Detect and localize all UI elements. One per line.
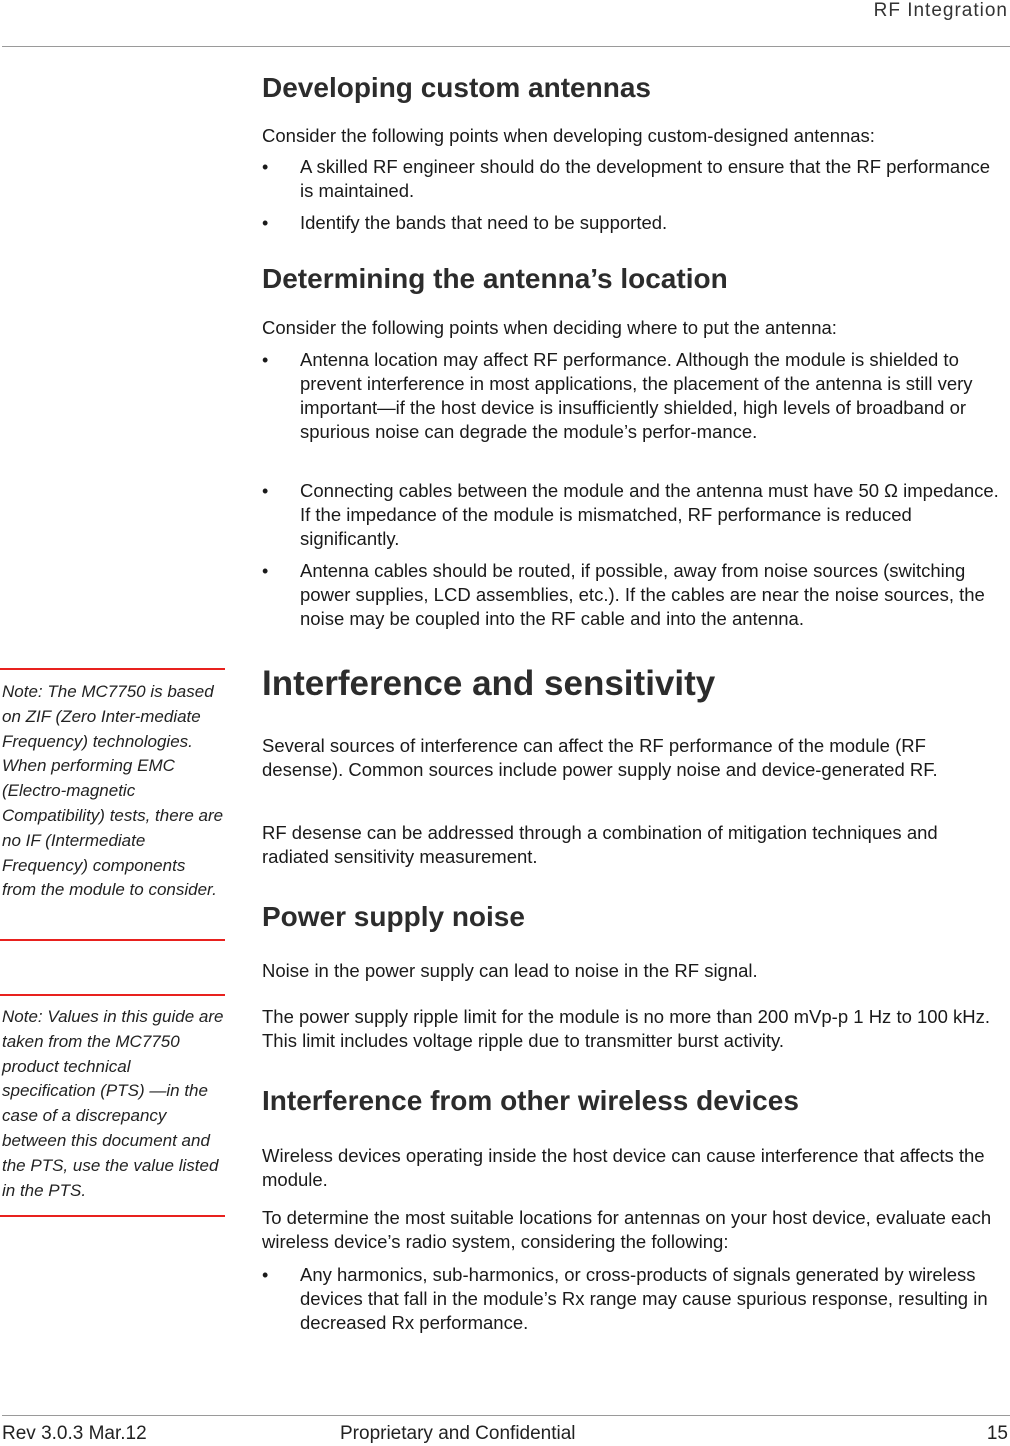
other-wireless-paragraph: Wireless devices operating inside the host device can cause interference that affects the module. [262, 1145, 985, 1190]
note-bottom-rule [0, 939, 225, 941]
list-item: • Connecting cables between the module and the antenna must have 50 Ω impedance. If the impedance of the module is mismatched, RF performance is reduced significantly. [300, 479, 1006, 551]
list-item: • Any harmonics, sub-harmonics, or cross-products of signals generated by wireless devices that fall in the module’s Rx range may cause spurious response, resulting in decreased Rx performance. [300, 1263, 1006, 1335]
other-wireless-paragraph: To determine the most suitable locations for antennas on your host device, evaluate each wireless device’s radio system, considering the following: [262, 1207, 992, 1252]
antenna-location-intro: Consider the following points when deciding where to put the antenna: [262, 317, 837, 338]
interference-paragraph: Several sources of interference can affect the RF performance of the module (RF desense). Common sources include power supply noise and device-generated RF. [262, 735, 938, 780]
heading-other-wireless: Interference from other wireless devices [262, 1085, 799, 1116]
list-item: • Identify the bands that need to be supported. [300, 211, 1006, 235]
page-number: 15 [986, 1423, 1008, 1444]
side-note: Note: Values in this guide are taken from the MC7750 product technical specification (PTS) —in the case of a discrepancy between this document and the PTS, use the value listed in the PTS. [2, 1007, 224, 1200]
side-note: Note: The MC7750 is based on ZIF (Zero Inter-mediate Frequency) technologies. When performing EMC (Electro-magnetic Compatibility) tests, there are no IF (Intermediate Frequency) components from the module to consider. [2, 682, 224, 900]
list-item: • Antenna location may affect RF performance. Although the module is shielded to prevent interference in most applications, the placement of the antenna is still very important—if the host device is insufficiently shielded, high levels of broadband or spurious noise can degrade the module’s perfor-mance. [300, 348, 1006, 444]
header-divider [2, 46, 1010, 47]
note-bottom-rule [0, 1215, 225, 1217]
footer-revision: Rev 3.0.3 Mar.12 [2, 1423, 147, 1444]
note-top-rule [0, 668, 225, 670]
note-top-rule [0, 994, 225, 996]
power-noise-paragraph: The power supply ripple limit for the module is no more than 200 mVp-p 1 Hz to 100 kHz. This limit includes voltage ripple due to transmitter burst activity. [262, 1006, 991, 1051]
heading-custom-antennas: Developing custom antennas [262, 72, 651, 103]
footer-divider [2, 1415, 1010, 1416]
heading-antenna-location: Determining the antenna’s location [262, 263, 728, 294]
custom-antennas-intro: Consider the following points when developing custom-designed antennas: [262, 125, 875, 146]
running-header: RF Integration [873, 0, 1008, 21]
list-item: • A skilled RF engineer should do the development to ensure that the RF performance is maintained. [300, 155, 1006, 203]
footer-confidentiality: Proprietary and Confidential [340, 1423, 576, 1444]
heading-power-supply-noise: Power supply noise [262, 901, 525, 932]
heading-interference-sensitivity: Interference and sensitivity [262, 664, 716, 703]
interference-paragraph: RF desense can be addressed through a combination of mitigation techniques and radiated sensitivity measurement. [262, 822, 938, 867]
power-noise-paragraph: Noise in the power supply can lead to noise in the RF signal. [262, 960, 758, 981]
list-item: • Antenna cables should be routed, if possible, away from noise sources (switching power supplies, LCD assemblies, etc.). If the cables are near the noise sources, the noise may be coupled into the RF cable and into the antenna. [300, 559, 1006, 631]
